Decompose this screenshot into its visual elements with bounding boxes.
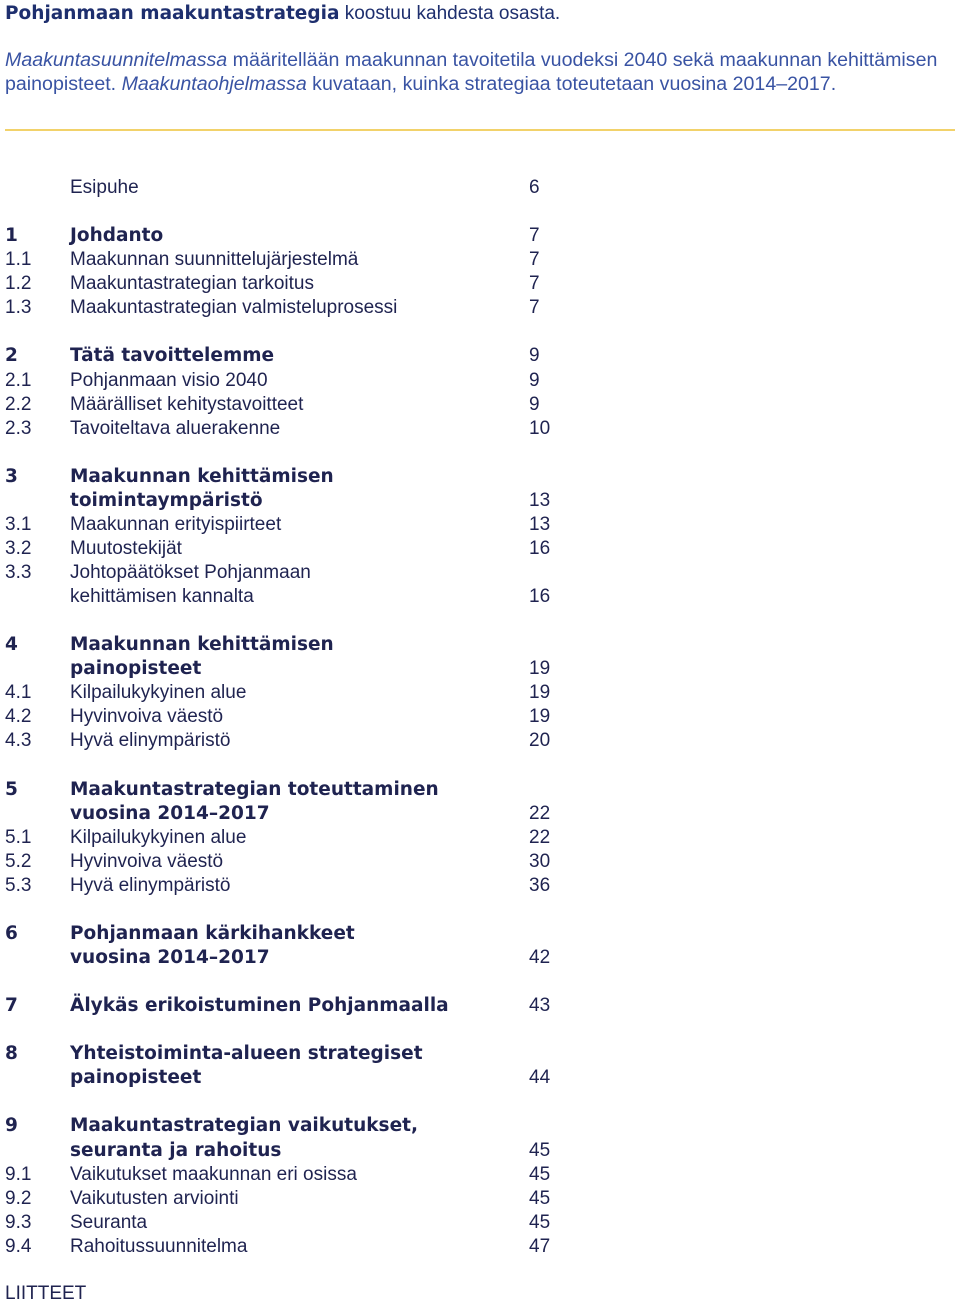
toc-entry-number: 9.3 [5,1211,32,1233]
toc-entry-number: 4.1 [5,682,32,704]
toc-page-number: 13 [529,489,551,511]
toc-title-line: Johtopäätökset Pohjanmaan [70,562,311,583]
toc-title-line: vuosina 2014–2017 [70,947,270,968]
toc-page-number: 36 [529,874,551,896]
toc-page-number: 19 [529,682,551,704]
toc-page-number: 43 [529,995,551,1017]
toc-section-entry [0,826,620,850]
table-of-contents [0,176,620,1259]
toc-title-line: Hyvä elinympäristö [70,730,231,752]
toc-page-number: 7 [529,297,540,319]
toc-chapter-entry [0,922,620,970]
toc-page-number: 47 [529,1235,551,1257]
intro-line [5,72,937,96]
toc-title-line: Määrälliset kehitystavoitteet [70,393,304,415]
toc-page-number: 44 [529,1067,551,1089]
intro-emphasis: Maakuntasuunnitelmassa [5,49,228,71]
toc-page-number: 7 [529,249,540,271]
toc-entry-title [70,248,529,272]
toc-title-line: seuranta ja rahoitus [70,1139,282,1161]
toc-title-line: Muutostekijät [70,537,182,559]
toc-section-entry [0,705,620,729]
toc-entry-title [70,994,529,1018]
toc-title-line: Maakunnan suunnittelujärjestelmä [70,249,359,271]
intro-text: painopisteet. [5,73,122,95]
toc-entry-number: 3.2 [5,537,32,559]
toc-title-line: Kilpailukykyinen alue [70,682,247,704]
toc-title-line: Vaikutukset maakunnan eri osissa [70,1163,357,1185]
toc-entry-number: 1.3 [5,297,32,319]
toc-entry-title [70,296,529,320]
toc-entry-number: 5 [5,778,18,800]
toc-entry-title [70,729,529,753]
toc-page-number: 45 [529,1211,551,1233]
toc-entry-number: 7 [5,995,18,1017]
toc-section-entry [0,561,620,609]
toc-group [0,176,620,200]
toc-entry-number: 9.4 [5,1235,32,1257]
toc-section-entry [0,1187,620,1211]
toc-chapter-entry [0,1042,620,1090]
toc-title-line: Maakunnan kehittämisen [70,465,334,487]
toc-title-line: toimintaympäristö [70,489,263,511]
toc-page-number: 22 [529,802,551,824]
toc-group [0,1042,620,1090]
toc-entry-number: 6 [5,922,18,944]
toc-title-line: Rahoitussuunnitelma [70,1235,248,1257]
intro-line [5,48,937,72]
toc-entry-title [70,850,529,874]
toc-group [0,778,620,898]
intro-paragraph [5,48,937,96]
toc-section-entry [0,1235,620,1259]
toc-entry-number: 5.1 [5,826,32,848]
toc-page-number: 22 [529,826,551,848]
appendix-label: LIITTEET [5,1283,87,1304]
toc-chapter-entry [0,344,620,368]
toc-entry-title [70,1042,529,1090]
toc-page-number: 19 [529,658,551,680]
toc-title-line: Hyvinvoiva väestö [70,706,224,728]
toc-chapter-entry [0,1114,620,1162]
toc-entry-number: 5.3 [5,874,32,896]
toc-title-line: Pohjanmaan kärkihankkeet [70,922,355,944]
toc-section-entry [0,874,620,898]
toc-entry-title [70,224,529,248]
toc-entry-number: 5.2 [5,850,32,872]
toc-entry-number: 3 [5,465,18,487]
toc-section-entry [0,681,620,705]
toc-title-line: vuosina 2014–2017 [70,802,270,824]
divider-rule [5,129,955,131]
toc-section-entry [0,729,620,753]
toc-entry-title [70,393,529,417]
toc-entry-number: 2.2 [5,393,32,415]
toc-title-line: Seuranta [70,1211,148,1233]
toc-entry-title [70,1187,529,1211]
toc-entry-title [70,1114,529,1162]
toc-section-entry [0,513,620,537]
toc-page-number: 9 [529,369,540,391]
toc-chapter-entry [0,224,620,248]
toc-entry-title [70,874,529,898]
toc-title-line: Hyvinvoiva väestö [70,850,224,872]
toc-chapter-entry [0,994,620,1018]
toc-entry-number: 2.3 [5,417,32,439]
toc-title-line: Esipuhe [70,177,139,198]
toc-title-line: Vaikutusten arviointi [70,1187,239,1209]
toc-title-line: kehittämisen kannalta [70,586,254,608]
toc-group [0,224,620,320]
toc-title-line: Maakuntastrategian valmisteluprosessi [70,297,398,319]
toc-chapter-entry [0,633,620,681]
toc-entry-title [70,1235,529,1259]
toc-entry-number: 3.3 [5,562,32,583]
toc-section-entry [0,1211,620,1235]
toc-entry-number: 4.2 [5,706,32,728]
toc-title-line: Hyvä elinympäristö [70,874,231,896]
toc-section-entry [0,537,620,561]
toc-entry-number: 9.2 [5,1187,32,1209]
toc-title-line: painopisteet [70,1067,202,1089]
toc-page-number: 42 [529,947,551,968]
toc-entry-number: 1.1 [5,249,32,271]
toc-entry-title [70,1211,529,1235]
toc-group [0,344,620,440]
toc-entry-title [70,561,529,609]
toc-entry-number: 9.1 [5,1163,32,1185]
toc-entry-number: 8 [5,1043,18,1065]
toc-title-line: Tätä tavoittelemme [70,345,275,367]
toc-section-entry [0,369,620,393]
toc-page-number: 16 [529,537,551,559]
toc-entry-title [70,826,529,850]
toc-page-number: 16 [529,586,551,608]
toc-entry-number: 9 [5,1115,18,1137]
toc-entry-title [70,681,529,705]
toc-section-entry [0,1163,620,1187]
intro-text: määritellään maakunnan tavoitetila vuodeksi 2040 sekä maakunnan kehittämisen [227,49,938,71]
document-heading [5,2,560,26]
heading-bold-text: Pohjanmaan maakuntastrategia [5,3,340,24]
toc-entry-title [70,778,529,826]
toc-section-entry [0,393,620,417]
toc-entry-title [70,705,529,729]
toc-entry-number: 3.1 [5,513,32,535]
toc-group [0,1114,620,1258]
toc-entry-number: 4 [5,634,18,656]
toc-page-number: 20 [529,730,551,752]
toc-section-entry [0,248,620,272]
toc-group [0,465,620,609]
toc-title-line: Maakuntastrategian toteuttaminen [70,778,439,800]
toc-entry-title [70,344,529,368]
toc-page-number: 45 [529,1139,551,1161]
toc-page-number: 19 [529,706,551,728]
toc-section-entry [0,417,620,441]
toc-entry-title [70,369,529,393]
toc-title-line: Maakuntastrategian vaikutukset, [70,1115,418,1137]
toc-section-entry [0,272,620,296]
toc-title-line: Johdanto [70,225,164,247]
toc-page-number: 13 [529,513,551,535]
toc-title-line: painopisteet [70,658,202,680]
toc-entry-title [70,513,529,537]
toc-page-number: 9 [529,393,540,415]
toc-page-number: 7 [529,225,540,247]
toc-title-line: Maakunnan erityispiirteet [70,513,282,535]
toc-entry-title [70,176,529,200]
toc-title-line: Maakuntastrategian tarkoitus [70,273,314,295]
toc-entry-title [70,922,529,970]
toc-title-line: Yhteistoiminta-alueen strategiset [70,1043,423,1065]
toc-entry-title [70,537,529,561]
toc-title-line: Kilpailukykyinen alue [70,826,247,848]
toc-section-entry [0,850,620,874]
toc-title-line: Maakunnan kehittämisen [70,634,334,656]
toc-chapter-entry [0,465,620,513]
toc-title-line: Pohjanmaan visio 2040 [70,369,268,391]
toc-group [0,994,620,1018]
toc-entry-number: 1 [5,225,18,247]
toc-entry-title [70,1163,529,1187]
toc-preface-entry [0,176,620,200]
toc-entry-title [70,417,529,441]
toc-page-number: 45 [529,1163,551,1185]
toc-page-number: 45 [529,1187,551,1209]
toc-group [0,922,620,970]
toc-entry-number: 1.2 [5,273,32,295]
toc-title-line: Älykäs erikoistuminen Pohjanmaalla [70,995,449,1017]
toc-entry-number: 2 [5,345,18,367]
heading-rest-text: koostuu kahdesta osasta. [339,3,561,24]
toc-entry-title [70,465,529,513]
toc-entry-number: 4.3 [5,730,32,752]
intro-text: kuvataan, kuinka strategiaa toteutetaan vuosina 2014–2017. [306,73,837,95]
toc-title-line: Tavoiteltava aluerakenne [70,417,281,439]
toc-section-entry [0,296,620,320]
toc-page-number: 9 [529,345,540,367]
intro-emphasis: Maakuntaohjelmassa [121,73,307,95]
toc-entry-title [70,633,529,681]
toc-page-number: 7 [529,273,540,295]
toc-entry-title [70,272,529,296]
toc-page-number: 30 [529,850,551,872]
toc-page-number: 6 [529,177,540,198]
toc-page-number: 10 [529,417,551,439]
toc-chapter-entry [0,778,620,826]
toc-group [0,633,620,753]
toc-entry-number: 2.1 [5,369,32,391]
